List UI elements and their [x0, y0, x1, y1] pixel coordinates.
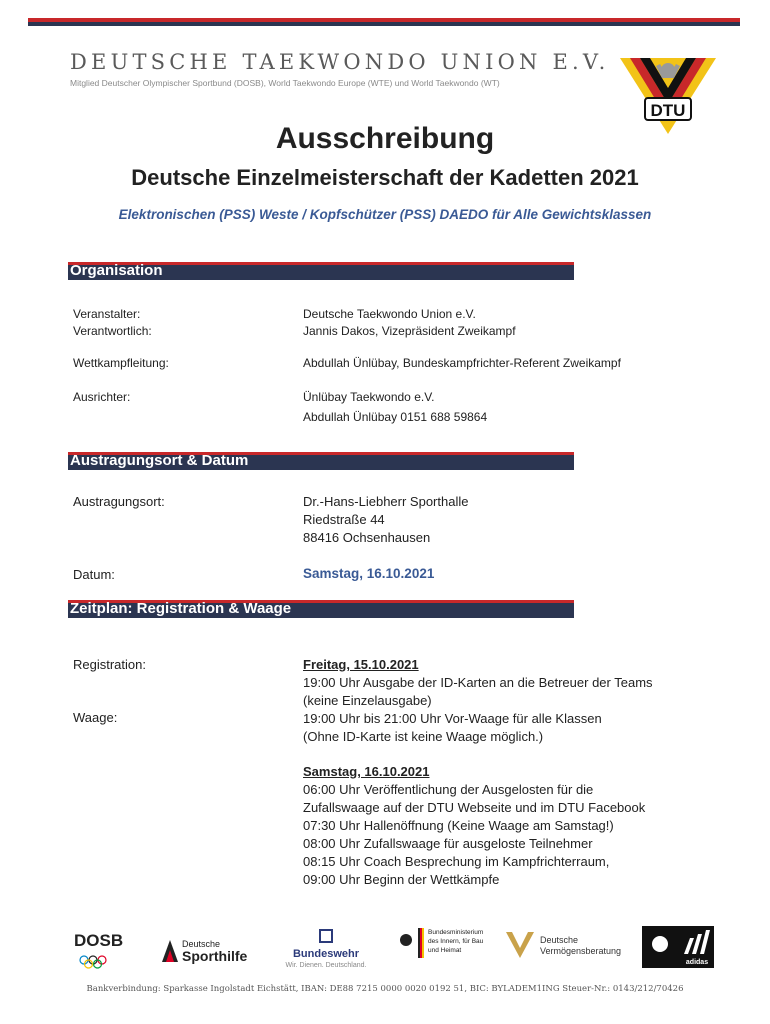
dvag-text-line: Deutsche	[540, 935, 579, 945]
section-header-ort	[68, 452, 574, 470]
bmi-logo	[400, 928, 484, 958]
org-membership-line: Mitglied Deutscher Olympischer Sportbund (DOSB), World Taekwondo Europe (WTE) und World Taekwondo (WT)	[70, 78, 500, 88]
dosb-logo	[74, 931, 123, 968]
event-title: Deutsche Einzelmeisterschaft der Kadetten 2021	[131, 165, 639, 190]
schedule-line: 06:00 Uhr Veröffentlichung der Ausgelosten für die	[303, 782, 594, 797]
schedule-line: (keine Einzelausgabe)	[303, 693, 432, 708]
sporthilfe-text-top: Deutsche	[182, 939, 221, 949]
bmi-text-line: und Heimat	[428, 947, 462, 954]
bundeswehr-text: Bundeswehr	[292, 948, 360, 960]
registration-label: Registration:	[73, 657, 146, 672]
ort-label: Austragungsort:	[73, 494, 165, 509]
ausrichter-value-club: Ünlübay Taekwondo e.V.	[303, 390, 435, 404]
schedule-line: 08:00 Uhr Zufallswaage für ausgeloste Teilnehmer	[303, 836, 593, 851]
schedule-line: (Ohne ID-Karte ist keine Waage möglich.)	[303, 729, 544, 744]
veranstalter-label: Veranstalter:	[73, 307, 141, 321]
friday-schedule	[303, 656, 653, 746]
wettkampfleitung-value: Abdullah Ünlübay, Bundeskampfrichter-Referent Zweikampf	[303, 356, 621, 370]
wettkampfleitung-label: Wettkampfleitung:	[73, 356, 169, 370]
friday-date: Freitag, 15.10.2021	[303, 657, 419, 672]
veranstalter-value: Deutsche Taekwondo Union e.V.	[303, 307, 476, 321]
section-header-organisation	[68, 262, 574, 280]
ort-line-street: Riedstraße 44	[303, 512, 385, 527]
bmi-text-line: Bundesministerium	[428, 929, 484, 936]
verantwortlich-label: Verantwortlich:	[73, 324, 152, 338]
saturday-date: Samstag, 16.10.2021	[303, 764, 430, 779]
section-header-zeitplan	[68, 600, 574, 618]
top-navy-bar	[28, 22, 740, 26]
schedule-line: 19:00 Uhr bis 21:00 Uhr Vor-Waage für alle Klassen	[303, 711, 602, 726]
iron-cross-icon	[320, 930, 332, 942]
equipment-note: Elektronischen (PSS) Weste / Kopfschützer (PSS) DAEDO für Alle Gewichtsklassen	[118, 207, 652, 222]
sporthilfe-text: Sporthilfe	[182, 948, 248, 964]
bmi-text-line: des Innern, für Bau	[428, 938, 484, 945]
datum-value: Samstag, 16.10.2021	[303, 566, 435, 581]
schedule-line: 19:00 Uhr Ausgabe der ID-Karten an die Betreuer der Teams	[303, 675, 653, 690]
dvag-logo	[506, 932, 621, 958]
ausrichter-value-contact: Abdullah Ünlübay 0151 688 59864	[303, 410, 488, 424]
saturday-schedule	[303, 763, 645, 889]
bundeswehr-slogan: Wir. Dienen. Deutschland.	[285, 962, 367, 969]
federal-eagle-icon	[400, 934, 412, 946]
section-title: Austragungsort & Datum	[70, 452, 249, 469]
adidas-text: adidas	[685, 959, 709, 966]
schedule-line: 09:00 Uhr Beginn der Wettkämpfe	[303, 872, 500, 887]
page-title: Ausschreibung	[275, 122, 495, 155]
sporthilfe-logo	[162, 939, 248, 964]
section-title: Organisation	[70, 262, 163, 279]
waage-label: Waage:	[73, 710, 118, 725]
adidas-logo	[642, 926, 714, 968]
org-name: DEUTSCHE TAEKWONDO UNION E.V.	[70, 50, 610, 74]
ort-line-venue: Dr.-Hans-Liebherr Sporthalle	[303, 494, 469, 509]
logo-text: DTU	[650, 101, 686, 120]
schedule-line: 07:30 Uhr Hallenöffnung (Keine Waage am Samstag!)	[303, 818, 614, 833]
schedule-line: 08:15 Uhr Coach Besprechung im Kampfrichterraum,	[303, 854, 610, 869]
ju-logo-icon	[652, 936, 668, 952]
dosb-text: DOSB	[74, 931, 124, 950]
sponsor-logos	[70, 924, 720, 974]
dvag-text-line: Vermögensberatung	[540, 946, 622, 956]
datum-label: Datum:	[73, 567, 115, 582]
section-title: Zeitplan: Registration & Waage	[70, 600, 292, 617]
bank-details: Bankverbindung: Sparkasse Ingolstadt Eichstätt, IBAN: DE88 7215 0000 0020 0192 51, BIC: BYLADEM1ING Steuer-Nr.: 0143/212/70426	[86, 984, 684, 994]
ort-line-city: 88416 Ochsenhausen	[303, 530, 431, 545]
ausrichter-label: Ausrichter:	[73, 390, 131, 404]
dvag-v-icon	[506, 932, 534, 958]
bundeswehr-logo	[286, 930, 367, 969]
verantwortlich-value: Jannis Dakos, Vizepräsident Zweikampf	[303, 324, 516, 338]
schedule-line: Zufallswaage auf der DTU Webseite und im DTU Facebook	[303, 800, 646, 815]
